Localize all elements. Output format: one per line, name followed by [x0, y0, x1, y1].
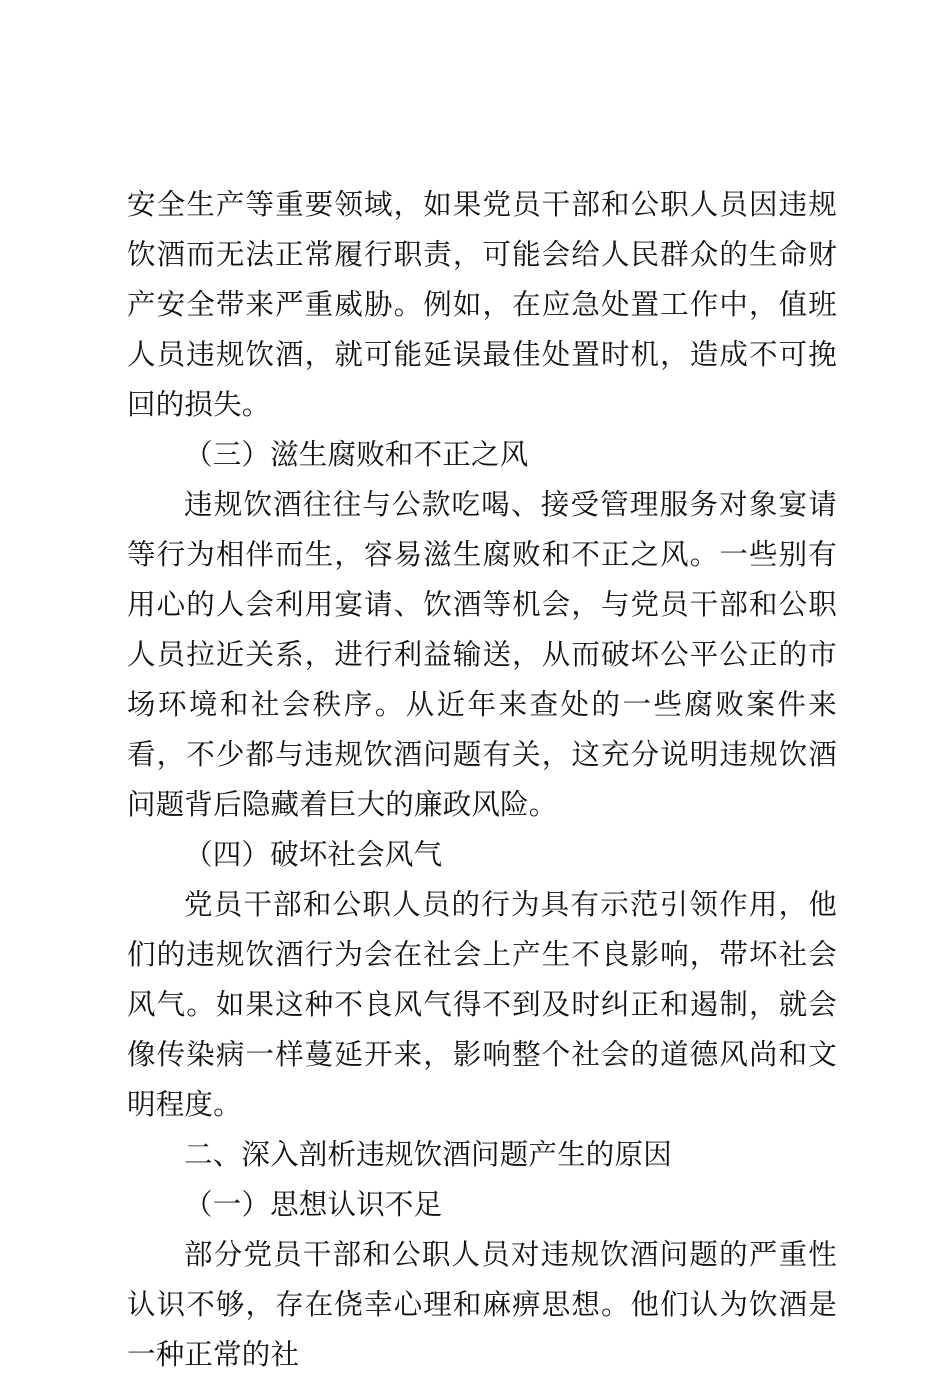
paragraph-safety-continued: 安全生产等重要领域，如果党员干部和公职人员因违规饮酒而无法正常履行职责，可能会给人民群众的生命财产安全带来严重威胁。例如，在应急处置工作中，值班人员违规饮酒，就可能延误最佳处置时机，造成不可挽回的损失。 — [127, 188, 837, 421]
subheading-awareness: （一）思想认识不足 — [184, 1188, 443, 1221]
paragraph-social-atmosphere: 党员干部和公职人员的行为具有示范引领作用，他们的违规饮酒行为会在社会上产生不良影响，带坏社会风气。如果这种不良风气得不到及时纠正和遏制，就会像传染病一样蔓延开来，影响整个社会的道德风尚和文明程度。 — [127, 888, 837, 1121]
section-heading-causes: 二、深入剖析违规饮酒问题产生的原因 — [184, 1138, 672, 1171]
document-body — [127, 180, 837, 1380]
subheading-social-atmosphere: （四）破坏社会风气 — [184, 838, 443, 871]
paragraph-awareness: 部分党员干部和公职人员对违规饮酒问题的严重性认识不够，存在侥幸心理和麻痹思想。他们认为饮酒是一种正常的社 — [127, 1238, 837, 1371]
subheading-corruption: （三）滋生腐败和不正之风 — [184, 438, 529, 471]
paragraph-corruption: 违规饮酒往往与公款吃喝、接受管理服务对象宴请等行为相伴而生，容易滋生腐败和不正之风。一些别有用心的人会利用宴请、饮酒等机会，与党员干部和公职人员拉近关系，进行利益输送，从而破坏公平公正的市场环境和社会秩序。从近年来查处的一些腐败案件来看，不少都与违规饮酒问题有关，这充分说明违规饮酒问题背后隐藏着巨大的廉政风险。 — [127, 488, 837, 821]
